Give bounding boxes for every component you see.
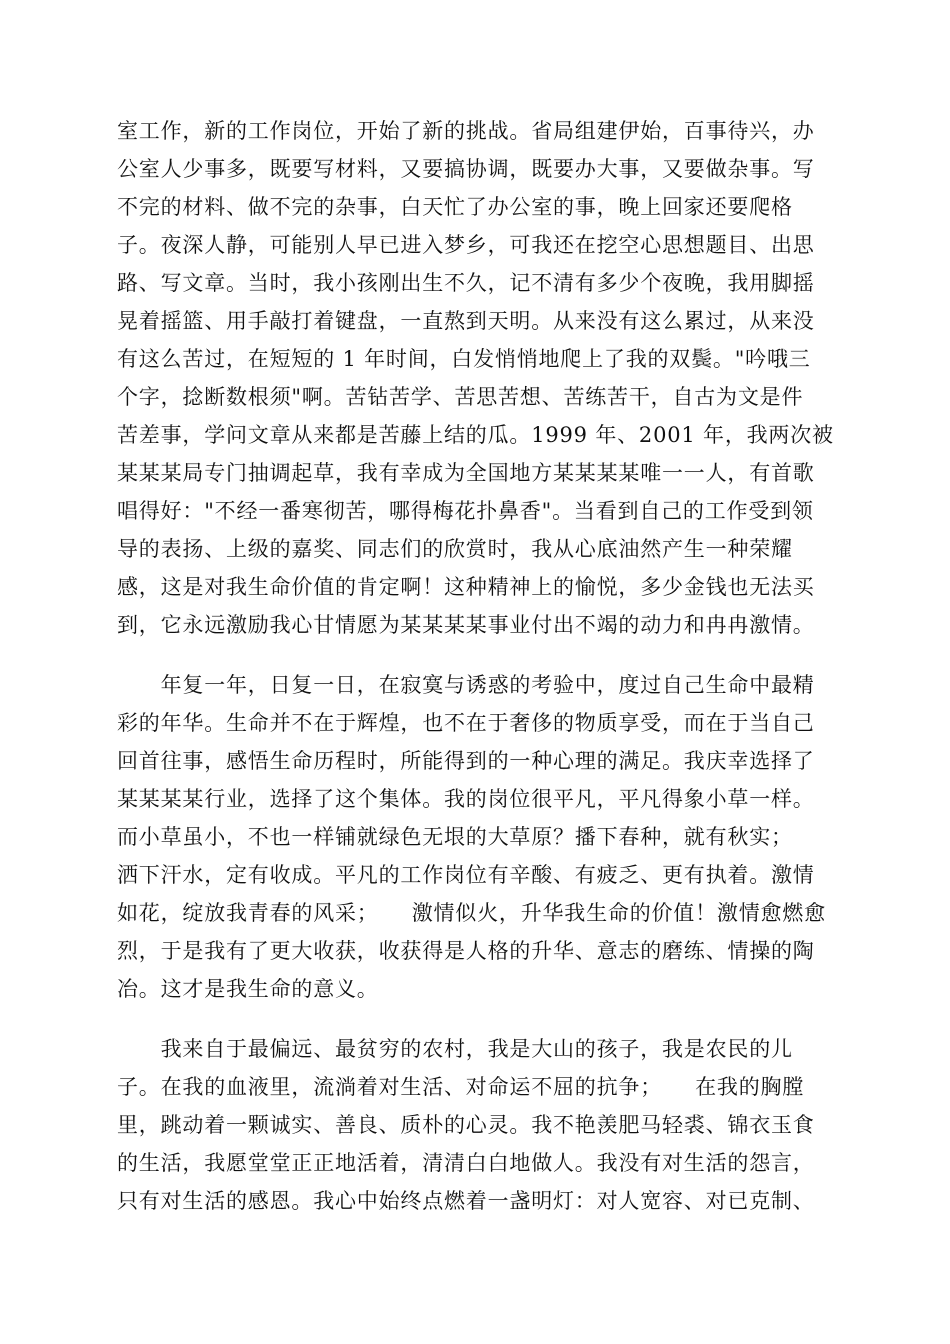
text-line: 回首往事，感悟生命历程时，所能得到的一种心理的满足。我庆幸选择了 bbox=[117, 749, 815, 773]
text-line: 某某某局专门抽调起草，我有幸成为全国地方某某某某唯一一人，有首歌 bbox=[117, 461, 815, 485]
document-body bbox=[117, 112, 837, 1220]
text-line: 冶。这才是我生命的意义。 bbox=[117, 977, 379, 1001]
text-line: 子。夜深人静，可能别人早已进入梦乡，可我还在挖空心思想题目、出思 bbox=[117, 233, 815, 257]
text-line: 苦差事，学问文章从来都是苦藤上结的瓜。1999 年、2001 年，我两次被 bbox=[117, 423, 834, 447]
text-line: 而小草虽小，不也一样铺就绿色无垠的大草原？播下春种，就有秋实； bbox=[117, 825, 793, 849]
text-line: 晃着摇篮、用手敲打着键盘，一直熬到天明。从来没有这么累过，从来没 bbox=[117, 309, 815, 333]
text-line: 里，跳动着一颗诚实、善良、质朴的心灵。我不艳羡肥马轻裘、锦衣玉食 bbox=[117, 1113, 815, 1137]
text-line: 感，这是对我生命价值的肯定啊！这种精神上的愉悦，多少金钱也无法买 bbox=[117, 575, 815, 599]
paragraph-spacer bbox=[117, 1008, 837, 1030]
paragraph-2 bbox=[117, 666, 837, 1008]
text-line: 彩的年华。生命并不在于辉煌，也不在于奢侈的物质享受，而在于当自己 bbox=[117, 711, 815, 735]
text-line: 室工作，新的工作岗位，开始了新的挑战。省局组建伊始，百事待兴，办 bbox=[117, 119, 815, 143]
text-line: 洒下汗水，定有收成。平凡的工作岗位有辛酸、有疲乏、更有执着。激情 bbox=[117, 863, 815, 887]
text-line: 烈，于是我有了更大收获，收获得是人格的升华、意志的磨练、情操的陶 bbox=[117, 939, 815, 963]
text-line: 唱得好："不经一番寒彻苦，哪得梅花扑鼻香"。当看到自己的工作受到领 bbox=[117, 499, 814, 523]
text-line: 某某某某行业，选择了这个集体。我的岗位很平凡，平凡得象小草一样。 bbox=[117, 787, 815, 811]
text-line: 的生活，我愿堂堂正正地活着，清清白白地做人。我没有对生活的怨言， bbox=[117, 1151, 815, 1175]
text-line: 年复一年，日复一日，在寂寞与诱惑的考验中，度过自己生命中最精 bbox=[117, 673, 815, 697]
text-line: 到，它永远激励我心甘情愿为某某某某事业付出不竭的动力和冉冉激情。 bbox=[117, 613, 815, 637]
text-line: 不完的材料、做不完的杂事，白天忙了办公室的事，晚上回家还要爬格 bbox=[117, 195, 793, 219]
text-line: 我来自于最偏远、最贫穷的农村，我是大山的孩子，我是农民的儿 bbox=[117, 1037, 793, 1061]
text-line: 只有对生活的感恩。我心中始终点燃着一盏明灯：对人宽容、对已克制、 bbox=[117, 1189, 815, 1213]
paragraph-spacer bbox=[117, 644, 837, 666]
text-line: 公室人少事多，既要写材料，又要搞协调，既要办大事，又要做杂事。写 bbox=[117, 157, 815, 181]
text-line: 有这么苦过，在短短的 1 年时间，白发悄悄地爬上了我的双鬓。"吟哦三 bbox=[117, 347, 811, 371]
text-line: 路、写文章。当时，我小孩刚出生不久，记不清有多少个夜晚，我用脚摇 bbox=[117, 271, 815, 295]
paragraph-1 bbox=[117, 112, 837, 644]
text-line: 导的表扬、上级的嘉奖、同志们的欣赏时，我从心底油然产生一种荣耀 bbox=[117, 537, 793, 561]
paragraph-3 bbox=[117, 1030, 837, 1220]
text-line: 个字，捻断数根须"啊。苦钻苦学、苦思苦想、苦练苦干，自古为文是件 bbox=[117, 385, 804, 409]
text-line: 如花，绽放我青春的风采； 激情似火，升华我生命的价值！激情愈燃愈 bbox=[117, 901, 826, 925]
text-line: 子。在我的血液里，流淌着对生活、对命运不屈的抗争； 在我的胸膛 bbox=[117, 1075, 805, 1099]
